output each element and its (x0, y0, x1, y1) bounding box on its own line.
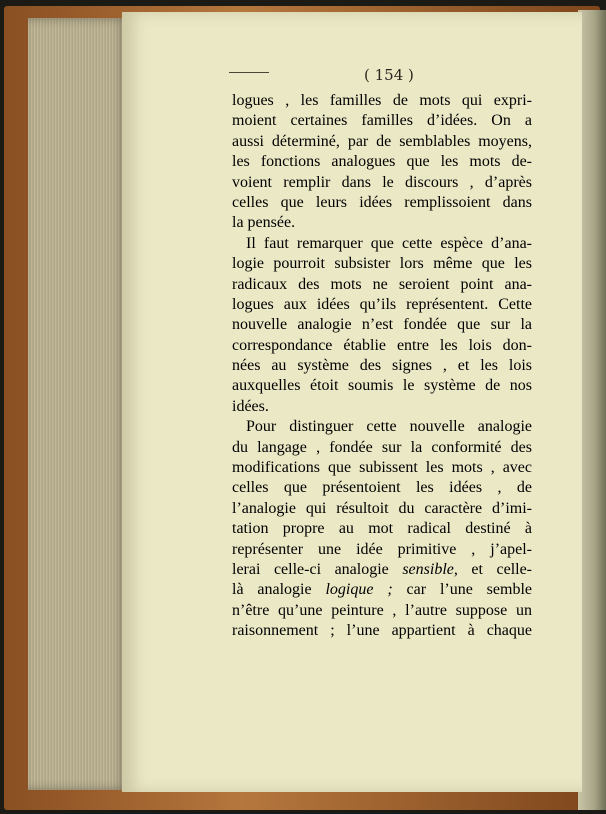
text-line: celles que leurs idées remplissoient dans (232, 193, 532, 211)
text-line: tation propre au mot radical destiné à (232, 520, 532, 538)
italic-term: logique ; (325, 581, 393, 599)
text-line: n’être qu’une peinture , l’autre suppose un (232, 601, 532, 619)
text-line: aussi déterminé, par de semblables moyens, (232, 132, 532, 150)
text-line: l’analogie qui résultoit du caractère d’imi- (232, 499, 532, 517)
page-number: ( 154 ) (364, 66, 414, 84)
text-line: du langage , fondée sur la conformité des (232, 438, 532, 456)
text-line: les fonctions analogues que les mots de- (232, 153, 532, 171)
text-line: celles que présentoient les idées , de (232, 479, 532, 497)
text-line: raisonnement ; l’une appartient à chaque (232, 622, 532, 640)
text-line: Il faut remarquer que cette espèce d’ana- (246, 234, 532, 252)
text-line: voient remplir dans le discours , d’après (232, 173, 532, 191)
text-line: la pensée. (232, 214, 296, 232)
text-line: logues aux idées qu’ils représentent. Cette (232, 295, 532, 313)
book-page (122, 12, 582, 792)
facing-page-edge (578, 10, 606, 810)
page-text (232, 92, 532, 643)
text-segment: et celle- (471, 560, 532, 578)
text-line: radicaux des mots ne seroient point ana- (232, 275, 532, 293)
text-line: modifications que subissent les mots , avec (232, 459, 532, 477)
italic-term: sensible, (402, 560, 458, 578)
text-line: auxquelles étoit soumis le système de nos (232, 377, 532, 395)
text-line: moient certaines familles d’idées. On a (232, 112, 532, 130)
header-rule (229, 72, 269, 73)
text-line: Pour distinguer cette nouvelle analogie (246, 418, 532, 436)
text-line: logues , les familles de mots qui expri- (232, 92, 532, 109)
text-segment: lerai celle-ci analogie (232, 560, 389, 578)
page-stack-edge (28, 18, 128, 790)
text-line: correspondance établie entre les lois don- (232, 336, 532, 354)
text-line: nées au système des signes , et les lois (232, 357, 532, 375)
text-line-mixed (232, 581, 532, 601)
text-line-mixed (232, 561, 532, 581)
text-line: nouvelle analogie n’est fondée que sur la (232, 316, 532, 334)
text-line: idées. (232, 397, 269, 415)
text-segment: car l’une semble (406, 581, 532, 599)
text-line: logie pourroit subsister lors même que les (232, 255, 532, 273)
text-line: représenter une idée primitive , j’apel- (232, 540, 532, 558)
text-segment: là analogie (232, 581, 312, 599)
